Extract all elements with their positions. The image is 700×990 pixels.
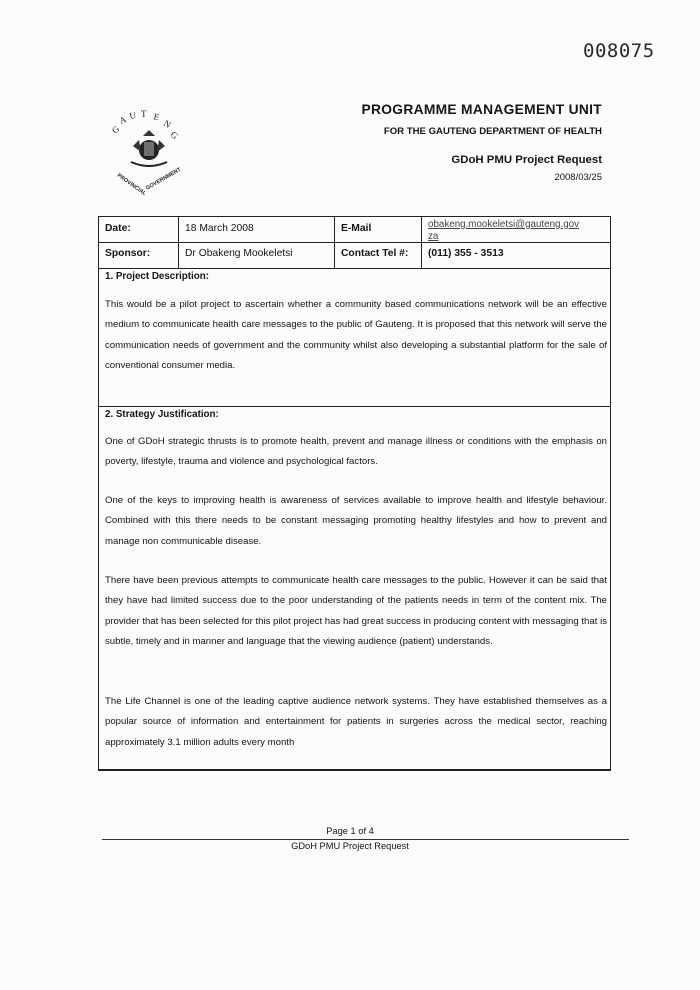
svg-text:A: A: [117, 114, 128, 126]
header-date: 2008/03/25: [554, 172, 602, 183]
info-row-date: [99, 217, 610, 243]
strategy-justification-heading: 2. Strategy Justification:: [105, 409, 219, 420]
strategy-paragraph-3: There have been previous attempts to communicate health care messages to the public. However it can be said that they have had limited success due to the poor understanding of the patients needs in term of the content mix. The provider that has been selected for this pilot project has had great success in producing content with messaging that is subtle, timely and in manner and language that the viewing audience (patient) understands.: [105, 575, 607, 648]
date-label: Date:: [99, 217, 179, 242]
svg-text:T: T: [141, 109, 147, 119]
project-request-form: [98, 216, 611, 771]
header-title: PROGRAMME MANAGEMENT UNIT: [361, 102, 602, 117]
email-value-line1: obakeng.mookeletsi@gauteng.gov: [428, 219, 580, 230]
date-value: 18 March 2008: [179, 217, 335, 242]
project-description-section: [99, 269, 610, 407]
sponsor-label: Sponsor:: [99, 242, 179, 268]
svg-text:PROVINCIAL: PROVINCIAL: [115, 172, 148, 198]
email-value-line2: za: [428, 231, 439, 242]
svg-text:E: E: [152, 111, 161, 123]
info-row-sponsor: [99, 242, 610, 269]
sponsor-value: Dr Obakeng Mookeletsi: [179, 242, 335, 268]
svg-text:N: N: [162, 118, 173, 130]
strategy-paragraph-2: One of the keys to improving health is awareness of services available to improve health and lifestyle behaviour. Combined with this there needs to be constant messaging promoting healthy lifestyles and how to prevent and manage non communicable disease.: [105, 495, 607, 547]
gauteng-coat-of-arms-logo: [103, 106, 193, 198]
svg-text:U: U: [128, 109, 137, 121]
strategy-justification-section: [99, 407, 610, 769]
footer-page-number: Page 1 of 4: [326, 826, 374, 836]
strategy-paragraph-4: The Life Channel is one of the leading captive audience network systems. They have established themselves as a popular source of information and entertainment for patients in surgeries across the medical sector, reaching approximately 3.1 million adults every month: [105, 696, 607, 748]
contact-tel-value: (011) 355 - 3513: [428, 248, 504, 259]
svg-text:G: G: [168, 129, 181, 142]
project-description-text: This would be a pilot project to ascertain whether a community based communications network will be an effective medium to communicate health care messages to the public of Gauteng. It is proposed that this network will serve the communication needs of government and the community whilst also developing a substantial platform for the sale of conventional consumer media.: [105, 299, 607, 372]
footer-divider: [102, 839, 629, 840]
contact-tel-label: Contact Tel #:: [335, 242, 422, 268]
footer-document-title: GDoH PMU Project Request: [291, 841, 409, 851]
header-request-title: GDoH PMU Project Request: [451, 154, 602, 166]
svg-text:GOVERNMENT: GOVERNMENT: [145, 166, 183, 192]
email-value[interactable]: [422, 217, 610, 242]
svg-text:G: G: [109, 123, 122, 136]
document-number-stamp: 008075: [583, 40, 655, 62]
header-subtitle: FOR THE GAUTENG DEPARTMENT OF HEALTH: [383, 126, 602, 137]
project-description-heading: 1. Project Description:: [105, 271, 209, 282]
email-label: E-Mail: [335, 217, 422, 242]
strategy-paragraph-1: One of GDoH strategic thrusts is to promote health, prevent and manage illness or conditions with the emphasis on poverty, lifestyle, trauma and violence and psychological factors.: [105, 436, 607, 468]
